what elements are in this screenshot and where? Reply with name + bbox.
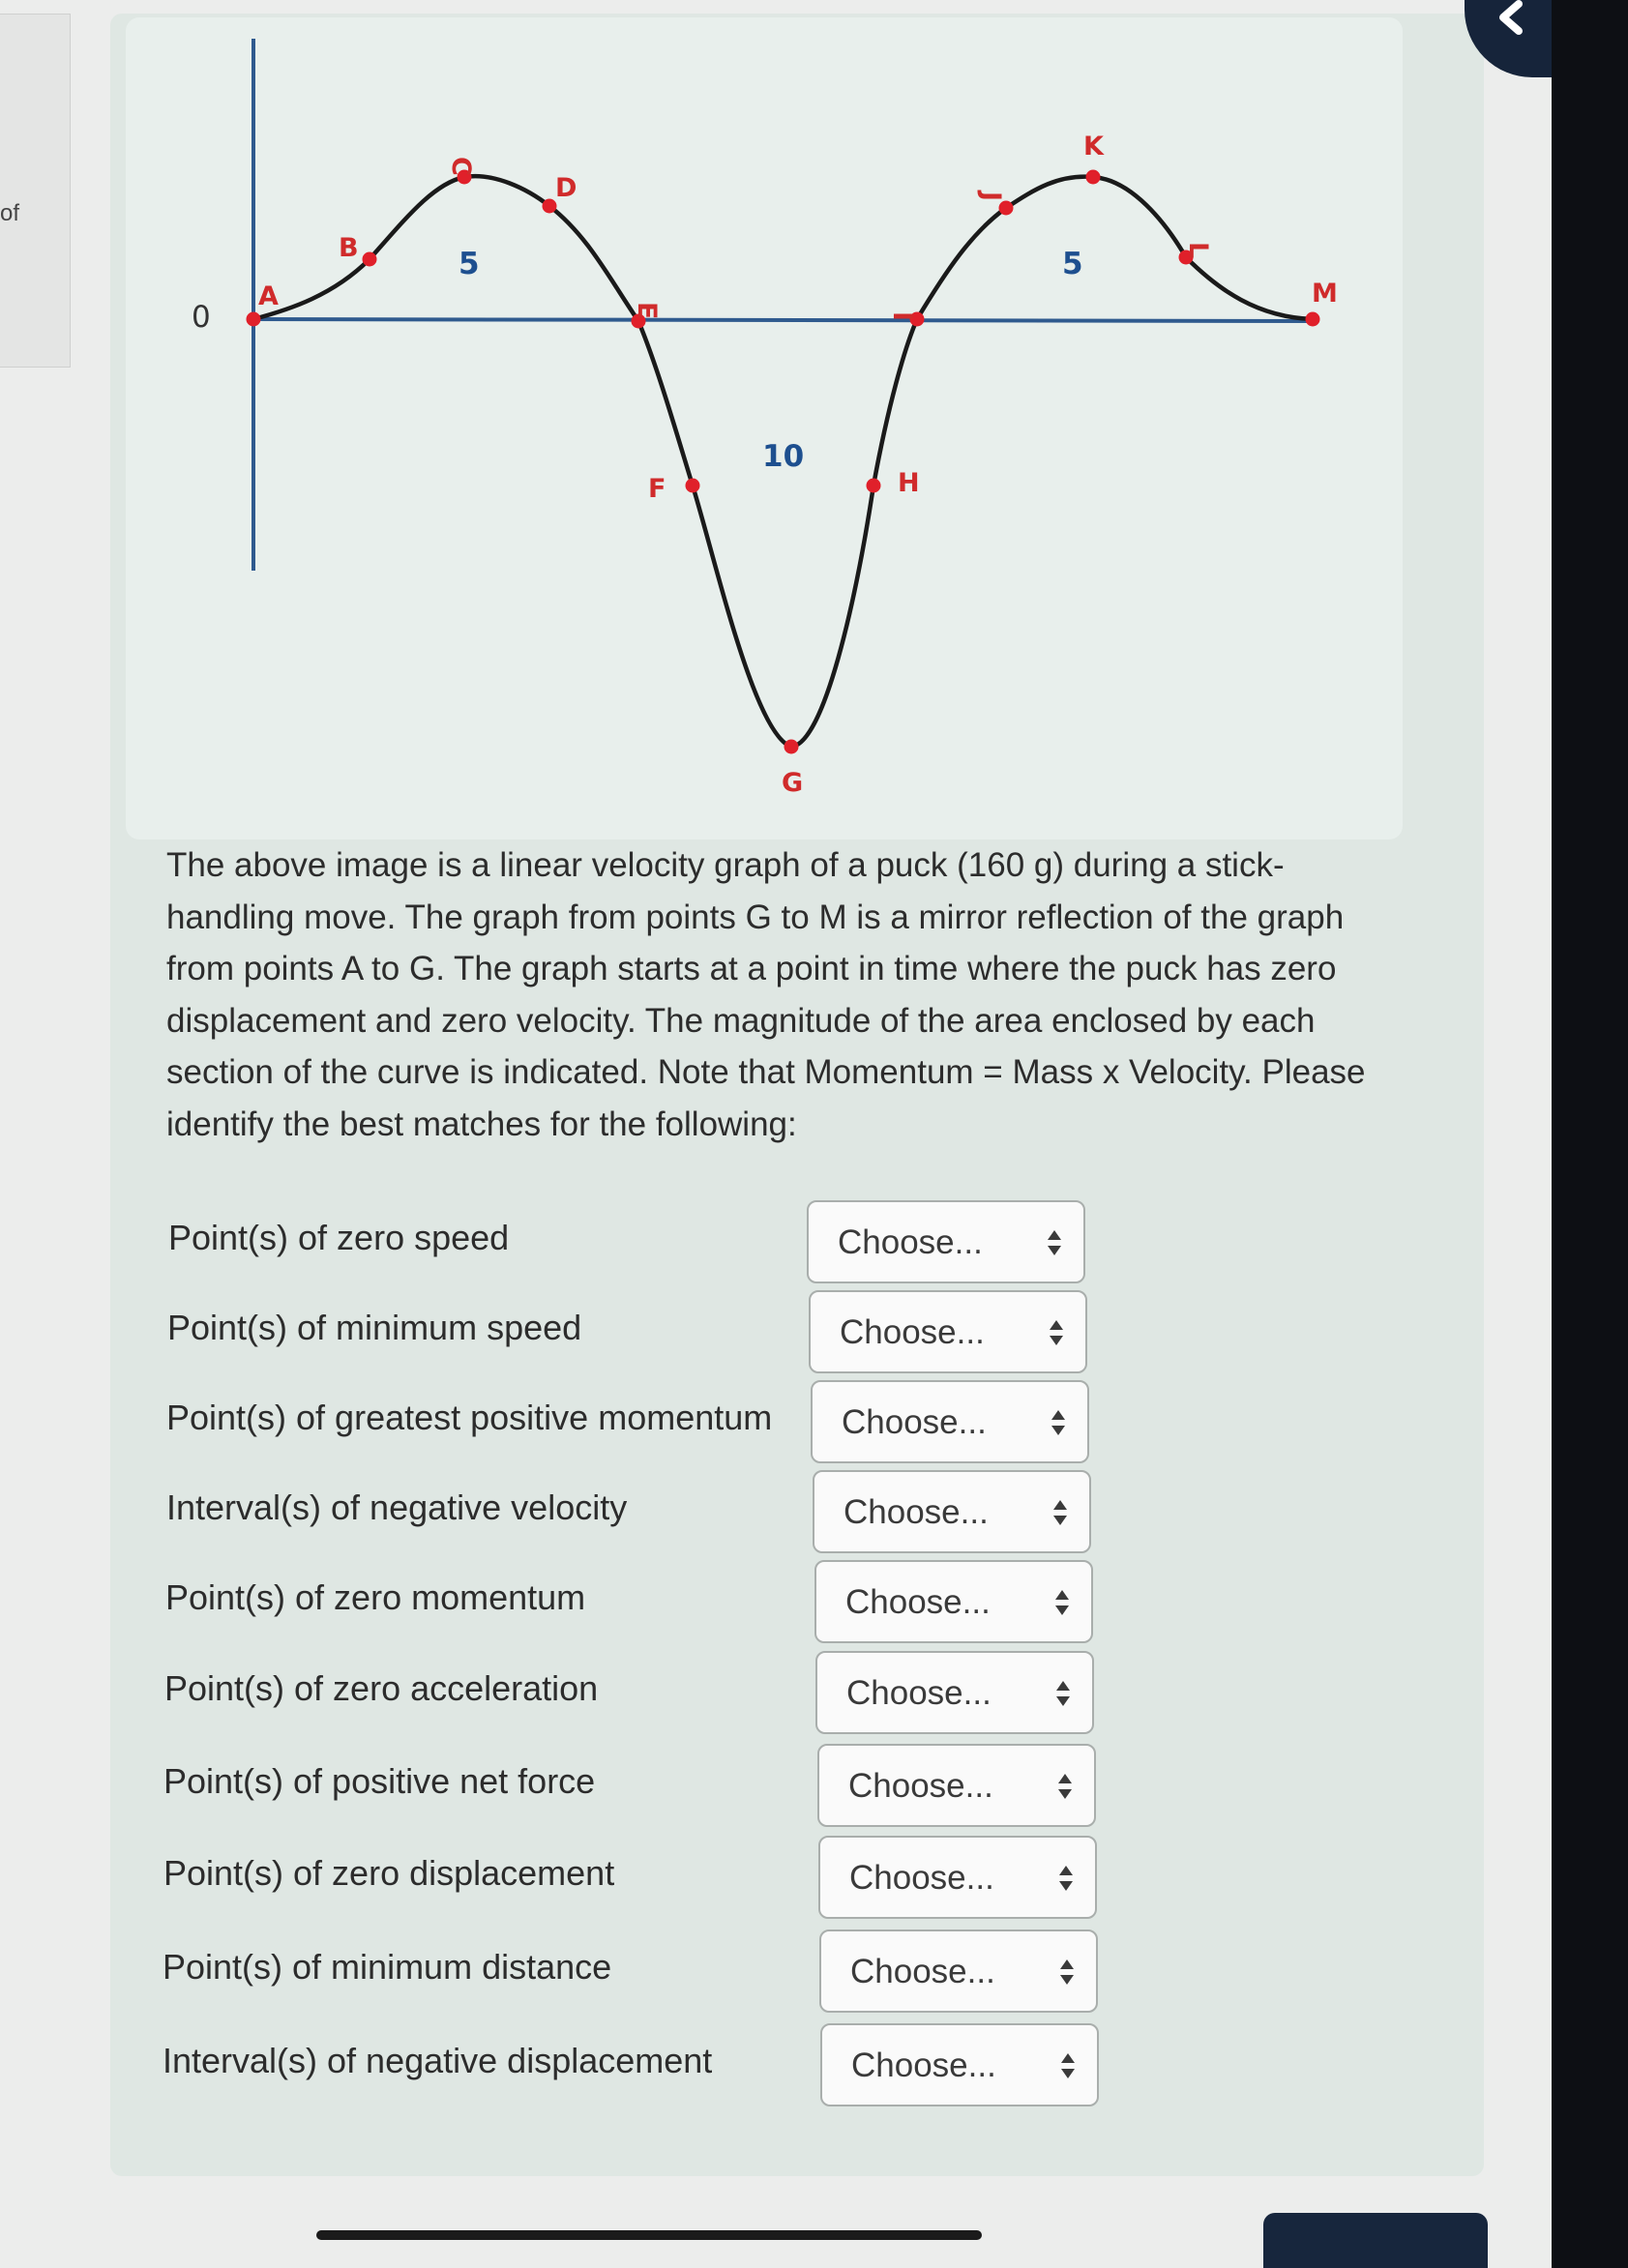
up-down-arrows-icon <box>1060 2050 1076 2081</box>
chevron-left-icon <box>1494 0 1528 37</box>
point-label-g: G <box>782 768 804 798</box>
home-indicator[interactable] <box>316 2230 982 2240</box>
point-marker-m <box>1306 312 1320 327</box>
point-marker-g <box>784 740 799 754</box>
point-label-k: K <box>1083 132 1104 162</box>
point-label-j: J <box>976 191 1006 202</box>
match-row-label: Point(s) of greatest positive momentum <box>166 1398 773 1437</box>
answer-select-value: Choose... <box>844 1493 989 1531</box>
point-label-b: B <box>339 233 359 263</box>
match-row-label: Point(s) of zero acceleration <box>164 1668 599 1708</box>
area-label-im: 5 <box>1062 247 1083 281</box>
point-label-c: C <box>446 157 476 176</box>
bottom-toolbar[interactable] <box>1263 2213 1488 2268</box>
match-row <box>0 2023 1628 2110</box>
match-row-label: Point(s) of minimum distance <box>163 1947 612 1987</box>
match-row <box>0 1929 1628 2017</box>
point-label-h: H <box>898 468 920 498</box>
answer-select[interactable] <box>809 1290 1087 1373</box>
answer-select-value: Choose... <box>840 1313 985 1351</box>
point-marker-b <box>363 252 377 267</box>
answer-select-value: Choose... <box>845 1583 991 1621</box>
answer-select[interactable] <box>817 1744 1096 1827</box>
match-row <box>0 1380 1628 1467</box>
point-marker-a <box>247 312 261 327</box>
up-down-arrows-icon <box>1051 1407 1066 1438</box>
point-marker-k <box>1086 170 1101 185</box>
point-label-f: F <box>648 474 666 504</box>
answer-select-value: Choose... <box>848 1767 993 1805</box>
point-marker-f <box>686 479 700 493</box>
point-label-e: E <box>632 302 662 320</box>
answer-select-value: Choose... <box>851 2047 996 2084</box>
match-row <box>0 1200 1628 1287</box>
match-row-label: Point(s) of minimum speed <box>167 1308 582 1347</box>
match-row-label: Point(s) of zero displacement <box>163 1853 615 1893</box>
point-label-d: D <box>555 173 577 203</box>
match-row <box>0 1470 1628 1557</box>
up-down-arrows-icon <box>1054 1587 1070 1618</box>
up-down-arrows-icon <box>1058 1863 1074 1894</box>
answer-select-value: Choose... <box>850 1953 995 1990</box>
answer-select[interactable] <box>820 2023 1099 2106</box>
answer-select[interactable] <box>807 1200 1085 1283</box>
velocity-graph <box>0 0 1628 870</box>
up-down-arrows-icon <box>1059 1957 1075 1988</box>
area-label-ae: 5 <box>459 247 480 281</box>
match-row <box>0 1744 1628 1831</box>
match-row <box>0 1651 1628 1738</box>
sidebar-fragment-text: of <box>0 200 20 226</box>
up-down-arrows-icon <box>1049 1317 1064 1348</box>
point-marker-h <box>867 479 881 493</box>
answer-select-value: Choose... <box>842 1403 987 1441</box>
match-row-label: Interval(s) of negative velocity <box>166 1487 628 1527</box>
match-row-label: Interval(s) of negative displacement <box>163 2041 713 2080</box>
point-label-i: I <box>887 311 917 322</box>
answer-select[interactable] <box>819 1929 1098 2013</box>
up-down-arrows-icon <box>1047 1227 1062 1258</box>
answer-select[interactable] <box>818 1836 1097 1919</box>
area-label-ei: 10 <box>762 439 805 474</box>
answer-select-value: Choose... <box>849 1859 994 1897</box>
match-row-label: Point(s) of zero momentum <box>165 1577 586 1617</box>
time-axis <box>253 319 1313 321</box>
match-row <box>0 1560 1628 1647</box>
answer-select-value: Choose... <box>838 1223 983 1261</box>
point-label-a: A <box>258 281 279 311</box>
point-label-m: M <box>1312 279 1338 309</box>
question-description: The above image is a linear velocity graph of a puck (160 g) during a stick-handling move. The graph from points G to M is a mirror reflection of the graph from points A to G. The graph starts at a point in time where the puck has zero displacement and zero velocity. The magnitude of the area enclosed by each section of the curve is indicated. Note that Momentum = Mass x Velocity. Please identify the best matches for the following: <box>166 846 1366 1143</box>
up-down-arrows-icon <box>1055 1678 1071 1709</box>
point-marker-j <box>999 201 1014 216</box>
answer-select[interactable] <box>813 1470 1091 1553</box>
match-row <box>0 1836 1628 1923</box>
match-row-label: Point(s) of zero speed <box>168 1218 510 1257</box>
point-label-l: L <box>1183 242 1213 259</box>
answer-select[interactable] <box>815 1651 1094 1734</box>
up-down-arrows-icon <box>1052 1497 1068 1528</box>
answer-select[interactable] <box>811 1380 1089 1463</box>
match-row-label: Point(s) of positive net force <box>163 1761 596 1801</box>
axis-zero-label: 0 <box>192 300 211 335</box>
screen-edge <box>1552 0 1628 2268</box>
match-row <box>0 1290 1628 1377</box>
up-down-arrows-icon <box>1057 1771 1073 1802</box>
answer-select[interactable] <box>814 1560 1093 1643</box>
answer-select-value: Choose... <box>846 1674 992 1712</box>
